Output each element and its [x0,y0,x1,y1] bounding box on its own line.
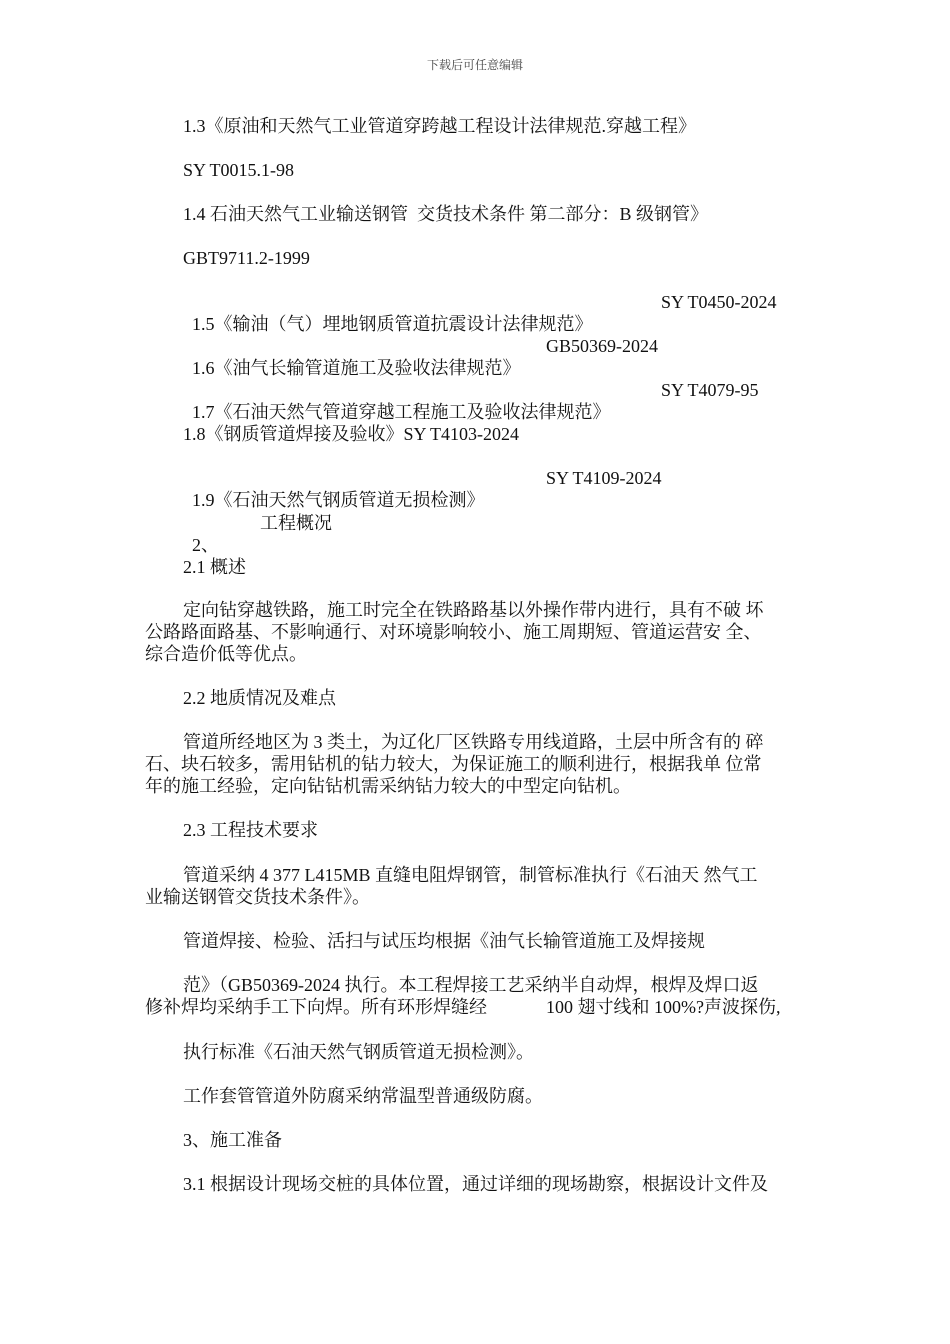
paragraph-line: 石、块石较多，需用钻机的钻力较大，为保证施工的顺利进行，根据我单 位常 [145,754,762,774]
subsection-3-1-line: 3.1 根据设计现场交桩的具体位置，通过详细的现场勘察，根据设计文件及 [183,1174,768,1194]
reference-1-5 [183,291,777,335]
standard-line: 执行标准《石油天然气钢质管道无损检测》。 [183,1042,534,1062]
paragraph-overview [145,599,810,665]
section-title: 工程概况 [260,513,332,533]
page-header: 下载后可任意编辑 [426,58,523,72]
subsection-2-3-heading: 2.3 工程技术要求 [183,820,318,840]
paragraph-line: 管道采纳 4 377 L415MB 直缝电阻焊钢管，制管标准执行《石油天 然气工 [183,865,758,885]
reference-1-4: 1.4 石油天然气工业输送钢管 交货技术条件 第二部分：B 级钢管》 [183,204,709,224]
paragraph-line: 管道所经地区为 3 类土，为辽化厂区铁路专用线道路，土层中所含有的 碎 [183,732,764,752]
paragraph-line [145,996,810,1018]
reference-code: SY T0450-2024 [661,292,777,312]
reference-title: 1.6《油气长输管道施工及验收法律规范》 [192,358,521,378]
section-2-heading [183,512,332,556]
section-3-heading: 3、施工准备 [183,1130,282,1150]
paragraph-line: 定向钻穿越铁路，施工时完全在铁路路基以外操作带内进行，具有不破 坏 [183,600,764,620]
anticorrosion-line: 工作套管管道外防腐采纳常温型普通级防腐。 [183,1086,543,1106]
reference-1-8: 1.8《钢质管道焊接及验收》SY T4103-2024 [183,424,520,444]
section-number: 2、 [192,535,219,555]
subsection-2-1-heading: 2.1 概述 [183,557,246,577]
subsection-2-2-heading: 2.2 地质情况及难点 [183,688,336,708]
reference-code: SY T4079-95 [661,380,759,400]
paragraph-line: 范》（GB50369-2024 执行。本工程焊接工艺采纳半自动焊，根焊及焊口返 [183,975,759,995]
reference-title: 1.5《输油（气）埋地钢质管道抗震设计法律规范》 [192,314,593,334]
reference-code: SY T4109-2024 [546,468,662,488]
reference-code: GB50369-2024 [546,336,658,356]
reference-1-9 [183,467,662,511]
paragraph-welding-intro: 管道焊接、检验、活扫与试压均根据《油气长输管道施工及焊接规 [183,931,705,951]
reference-1-7 [183,379,759,423]
paragraph-geology [145,731,810,797]
reference-title: 1.7《石油天然气管道穿越工程施工及验收法律规范》 [192,402,611,422]
reference-1-6 [183,335,658,379]
paragraph-technical-requirements [145,864,810,908]
reference-1-3-code: SY T0015.1-98 [183,160,295,180]
paragraph-line: 业输送钢管交货技术条件》。 [145,887,370,907]
reference-1-3: 1.3《原油和天然气工业管道穿跨越工程设计法律规范.穿越工程》 [183,116,696,136]
paragraph-line: 年的施工经验，定向钻钻机需采纳钻力较大的中型定向钻机。 [145,776,631,796]
paragraph-line-part: 100 翅寸线和 100%?声波探伤, [546,997,781,1017]
reference-1-4-code: GBT9711.2-1999 [183,248,310,268]
paragraph-line-part: 修补焊均采纳手工下向焊。所有环形焊缝经 [145,997,487,1017]
reference-title: 1.9《石油天然气钢质管道无损检测》 [192,490,485,510]
paragraph-line: 公路路面路基、不影响通行、对环境影响较小、施工周期短、管道运营安 全、 [145,622,762,642]
paragraph-line: 综合造价低等优点。 [145,644,307,664]
paragraph-welding [145,974,810,1018]
